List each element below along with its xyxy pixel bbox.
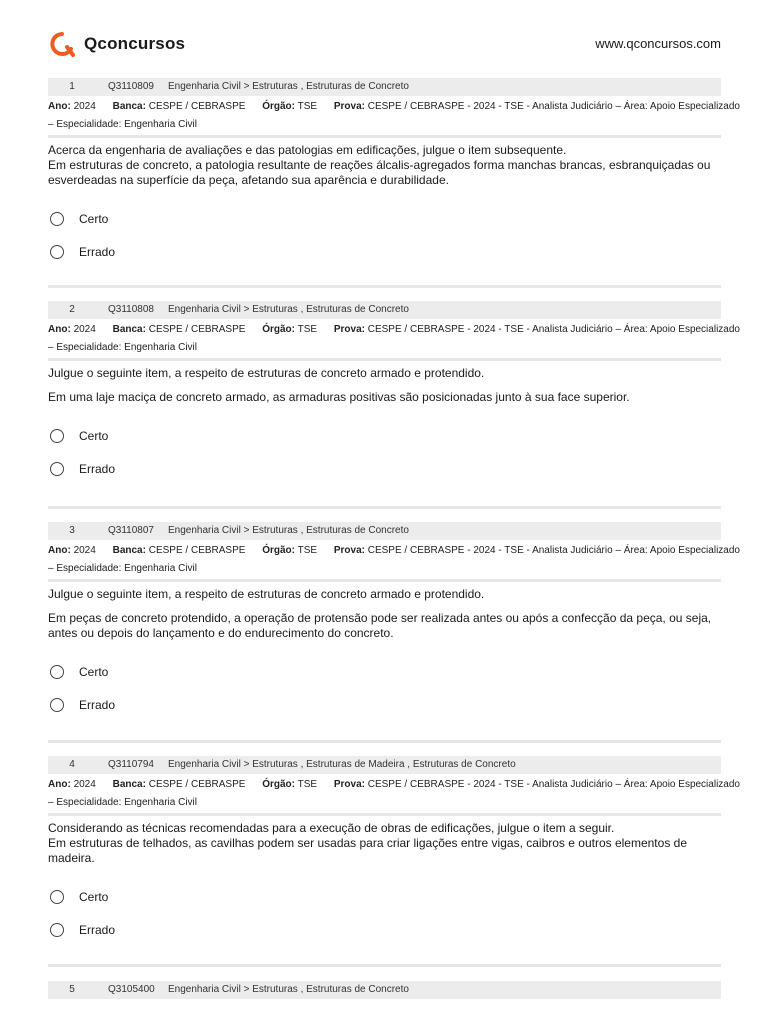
- prova-label: Prova:: [333, 324, 365, 335]
- question-statement: Em estruturas de telhados, as cavilhas podem ser usadas para criar ligações entre vigas, caibros e outros elementos de madeira.: [48, 836, 687, 865]
- question-statement: Em estruturas de concreto, a patologia resultante de reações álcalis-agregados forma manchas brancas, esbranquiçadas ou esverdeadas na superfície da peça, afetando sua aparência e durabilidade.: [48, 158, 711, 187]
- banca-label: Banca:: [112, 101, 146, 112]
- answer-options: [48, 655, 721, 721]
- question-number: 2: [69, 304, 75, 315]
- question-text: [48, 587, 721, 641]
- page-header: [48, 30, 721, 60]
- radio-icon[interactable]: [50, 462, 64, 476]
- prova-label: Prova:: [333, 101, 365, 112]
- question-meta: [48, 320, 740, 340]
- ano-value: 2024: [73, 101, 96, 112]
- prova-value: CESPE / CEBRASPE - 2024 - TSE - Analista Judiciário – Área: Apoio Especializado: [367, 545, 740, 556]
- option-label: Errado: [79, 697, 116, 712]
- question-header-bar: [48, 301, 721, 319]
- orgao-value: TSE: [297, 324, 318, 335]
- prova-label: Prova:: [333, 779, 365, 790]
- especialidade: – Especialidade: Engenharia Civil: [48, 797, 197, 808]
- question-number: 3: [69, 525, 75, 536]
- question-divider: [48, 740, 721, 743]
- question-number: 1: [69, 81, 75, 92]
- question-intro: Acerca da engenharia de avaliações e das patologias em edificações, julgue o item subsequente.: [48, 143, 567, 157]
- option-errado[interactable]: [48, 688, 721, 721]
- question-intro: Considerando as técnicas recomendadas para a execução de obras de edificações, julgue o item a seguir.: [48, 821, 615, 835]
- radio-icon[interactable]: [50, 429, 64, 443]
- question-card: [48, 301, 740, 485]
- question-header-bar: [48, 756, 721, 774]
- question-intro: Julgue o seguinte item, a respeito de estruturas de concreto armado e protendido.: [48, 366, 485, 380]
- prova-value: CESPE / CEBRASPE - 2024 - TSE - Analista Judiciário – Área: Apoio Especializado: [367, 101, 740, 112]
- prova-value: CESPE / CEBRASPE - 2024 - TSE - Analista Judiciário – Área: Apoio Especializado: [367, 324, 740, 335]
- option-label: Certo: [79, 664, 109, 679]
- option-certo[interactable]: [48, 202, 721, 235]
- question-header-bar: [48, 522, 721, 540]
- brand-logo[interactable]: [48, 30, 185, 58]
- banca-value: CESPE / CEBRASPE: [148, 545, 246, 556]
- question-subject[interactable]: Engenharia Civil > Estruturas , Estruturas de Concreto: [168, 984, 409, 995]
- option-certo[interactable]: [48, 880, 721, 913]
- banca-label: Banca:: [112, 324, 146, 335]
- question-card: [48, 981, 721, 999]
- banca-label: Banca:: [112, 545, 146, 556]
- ano-label: Ano:: [48, 324, 71, 335]
- question-text: [48, 143, 721, 188]
- orgao-value: TSE: [297, 779, 318, 790]
- question-subject[interactable]: Engenharia Civil > Estruturas , Estruturas de Concreto: [168, 304, 409, 315]
- option-label: Certo: [79, 428, 109, 443]
- option-label: Errado: [79, 244, 116, 259]
- qconcursos-logo-icon: [48, 30, 76, 58]
- question-statement: Em uma laje maciça de concreto armado, as armaduras positivas são posicionadas junto à sua face superior.: [48, 390, 630, 404]
- question-subject[interactable]: Engenharia Civil > Estruturas , Estruturas de Concreto: [168, 525, 409, 536]
- ano-value: 2024: [73, 545, 96, 556]
- question-subject[interactable]: Engenharia Civil > Estruturas , Estruturas de Concreto: [168, 81, 409, 92]
- orgao-label: Órgão:: [262, 545, 295, 556]
- question-meta: [48, 97, 740, 117]
- option-label: Certo: [79, 889, 109, 904]
- radio-icon[interactable]: [50, 890, 64, 904]
- especialidade: – Especialidade: Engenharia Civil: [48, 342, 197, 353]
- especialidade: – Especialidade: Engenharia Civil: [48, 563, 197, 574]
- question-subject[interactable]: Engenharia Civil > Estruturas , Estruturas de Madeira , Estruturas de Concreto: [168, 759, 516, 770]
- orgao-value: TSE: [297, 101, 318, 112]
- orgao-label: Órgão:: [262, 779, 295, 790]
- question-text: [48, 821, 721, 866]
- question-statement: Em peças de concreto protendido, a operação de protensão pode ser realizada antes ou após a confecção da peça, ou seja, antes ou depois do lançamento e do endurecimento do concreto.: [48, 611, 712, 640]
- option-label: Certo: [79, 211, 109, 226]
- option-errado[interactable]: [48, 235, 721, 268]
- radio-icon[interactable]: [50, 212, 64, 226]
- option-certo[interactable]: [48, 655, 721, 688]
- option-certo[interactable]: [48, 419, 721, 452]
- question-card: [48, 756, 740, 946]
- question-code[interactable]: Q3110794: [108, 759, 154, 770]
- answer-options: [48, 880, 721, 946]
- option-errado[interactable]: [48, 452, 721, 485]
- question-code[interactable]: Q3105400: [108, 984, 155, 995]
- question-code[interactable]: Q3110809: [108, 81, 154, 92]
- question-card: [48, 522, 740, 721]
- question-intro: Julgue o seguinte item, a respeito de estruturas de concreto armado e protendido.: [48, 587, 485, 601]
- banca-value: CESPE / CEBRASPE: [148, 101, 246, 112]
- radio-icon[interactable]: [50, 923, 64, 937]
- option-errado[interactable]: [48, 913, 721, 946]
- question-card: [48, 78, 740, 268]
- separator: [48, 579, 721, 582]
- question-number: 4: [69, 759, 75, 770]
- question-divider: [48, 285, 721, 288]
- option-label: Errado: [79, 461, 116, 476]
- separator: [48, 813, 721, 816]
- orgao-value: TSE: [297, 545, 318, 556]
- question-code[interactable]: Q3110808: [108, 304, 154, 315]
- option-label: Errado: [79, 922, 116, 937]
- especialidade: – Especialidade: Engenharia Civil: [48, 119, 197, 130]
- banca-label: Banca:: [112, 779, 146, 790]
- question-divider: [48, 506, 721, 509]
- question-header-bar: [48, 78, 721, 96]
- ano-label: Ano:: [48, 545, 71, 556]
- question-text: [48, 366, 721, 405]
- question-header-bar: [48, 981, 721, 999]
- separator: [48, 358, 721, 361]
- ano-label: Ano:: [48, 779, 71, 790]
- question-meta: [48, 541, 740, 561]
- radio-icon[interactable]: [50, 698, 64, 712]
- banca-value: CESPE / CEBRASPE: [148, 324, 246, 335]
- brand-name: Qconcursos: [84, 34, 186, 53]
- question-number: 5: [69, 984, 75, 995]
- orgao-label: Órgão:: [262, 324, 295, 335]
- ano-value: 2024: [73, 324, 96, 335]
- ano-value: 2024: [73, 779, 96, 790]
- question-divider: [48, 964, 721, 967]
- question-code[interactable]: Q3110807: [108, 525, 154, 536]
- radio-icon[interactable]: [50, 245, 64, 259]
- ano-label: Ano:: [48, 101, 71, 112]
- site-url[interactable]: www.qconcursos.com: [595, 36, 721, 51]
- answer-options: [48, 202, 721, 268]
- separator: [48, 135, 721, 138]
- radio-icon[interactable]: [50, 665, 64, 679]
- question-meta: [48, 775, 740, 795]
- orgao-label: Órgão:: [262, 101, 295, 112]
- prova-label: Prova:: [333, 545, 365, 556]
- answer-options: [48, 419, 721, 485]
- banca-value: CESPE / CEBRASPE: [148, 779, 246, 790]
- prova-value: CESPE / CEBRASPE - 2024 - TSE - Analista Judiciário – Área: Apoio Especializado: [367, 779, 740, 790]
